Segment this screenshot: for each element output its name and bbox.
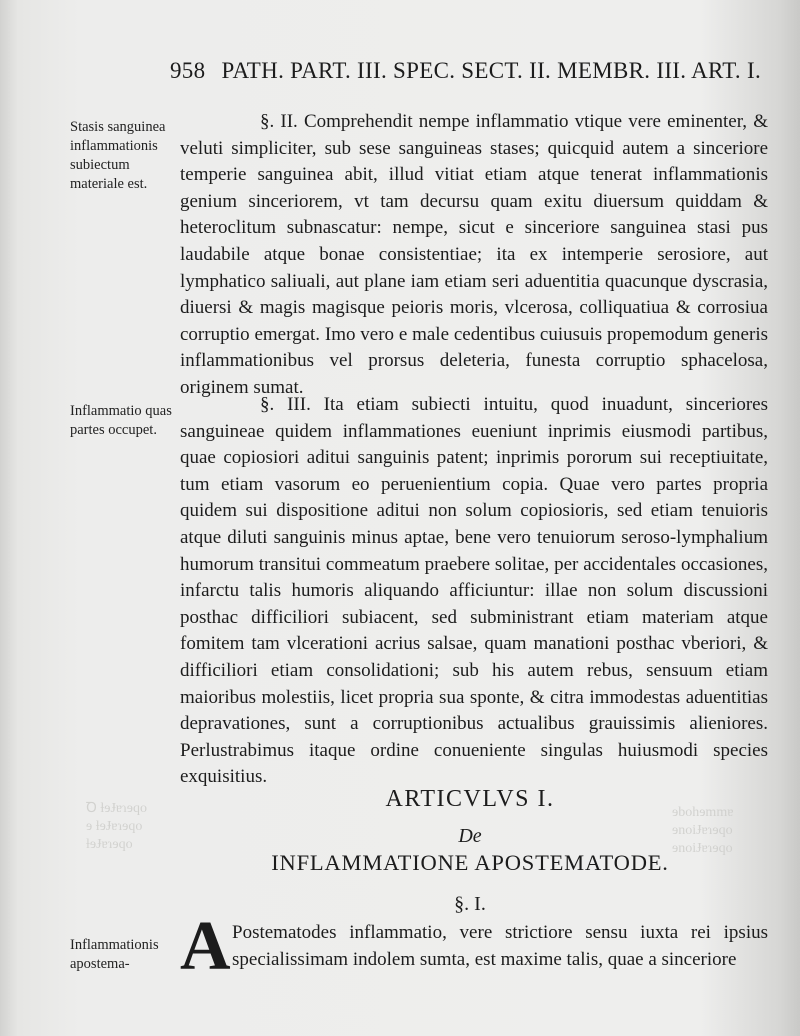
- running-header: [170, 58, 762, 84]
- paragraph-article-1: [232, 920, 768, 973]
- page-number: 958: [170, 58, 206, 83]
- article-de: De: [458, 825, 482, 847]
- margin-note: Inflammatio quas partes occupet.: [70, 403, 172, 438]
- paragraph-text: Postematodes inflammatio, vere strictiore sensu iuxta rei ipsius specialissimam indolem sumta, est maxime talis, quae a sinceriore: [232, 922, 768, 970]
- margin-note: Stasis sanguinea inflammationis subiectum materiale est.: [70, 119, 166, 192]
- bleed-through-text: Ꝺ ƚɘɈɐɿɘqo ɘ ƚɘɈɐɿɘqo ƚɘɈɐɿɘqo: [86, 801, 148, 852]
- article-subtitle: INFLAMMATIONE APOSTEMATODE.: [271, 850, 669, 875]
- margin-note: Inflammationis apostema-: [70, 937, 159, 972]
- paragraph-section-3: [180, 392, 768, 791]
- paragraph-text: §. II. Comprehendit nempe inflammatio vtique vere eminenter, & veluti simpliciter, sub sese sanguineas stases; quicquid autem a sinceriore temperie sanguinea abit, illud vitiat etiam atque tenerat inflammationis genium sinceriorem, vt tam decursu quam exitu diuersum quiddam & heteroclitum subnascatur: nempe, sicut e sinceriore sanguinea stasi pus laudabile atque bonae consistentiae; ita ex intemperie serosiore, aut lymphatico saliuali, aut plane iam etiam seri aduentitia quacunque dyscrasia, diuersi & magis magisque peioris moris, vlcerosa, colliquatiua & corrosiua corruptio emergat. Imo vero e male cedentibus cuiusuis propemodum generis inflammationibus vel prorsus deleteria, funesta corruptio sphacelosa, originem sumat.: [180, 111, 768, 398]
- running-title: PATH. PART. III. SPEC. SECT. II. MEMBR. III. ART. I.: [221, 58, 762, 83]
- bleed-through-text: ɘbohɘmmɐ ɘnoiɈɐɿɘqo ɘnoiɈɐɿɘqo: [672, 805, 734, 856]
- section-heading: §. I.: [454, 893, 486, 915]
- drop-cap: A: [180, 908, 231, 985]
- article-title: ARTICVLVS I.: [385, 786, 555, 812]
- paragraph-section-2: [180, 109, 768, 402]
- paragraph-text: §. III. Ita etiam subiecti intuitu, quod inuadunt, sinceriores sanguineae quidem inflammationes eueniunt inprimis eiusmodi partibus, quae copiosiori aditui sanguinis patent; inprimis pororum sui receptiuitate, tum etiam vasorum eo peruenientium copia. Quae vero partes propria quidem sui dispositione aditui non solum copiosioris, sed etiam tenuioris atque diluti sanguinis minus aptae, bene vero tenuiorum seroso-lymphalium humorum transitui commeatum praebere solitae, per accidentales occasiones, infarctu talis humoris aliquando afficiuntur: illae non solum discussioni posthac difficiliori subiacent, sed subministrant etiam materiam atque fomitem tam vlcerationi acrius salsae, quam manationi posthac vberiori, & difficiliori etiam consolidationi; sub his autem rebus, sensuum etiam maioribus molestiis, licet propria sua sponte, & citra immodestas aduentitias depravationes, sunt a corruptionibus actualibus grauissimis alieniores. Perlustrabimus itaque ordine conueniente singulas huiusmodi species exquisitius.: [180, 394, 768, 788]
